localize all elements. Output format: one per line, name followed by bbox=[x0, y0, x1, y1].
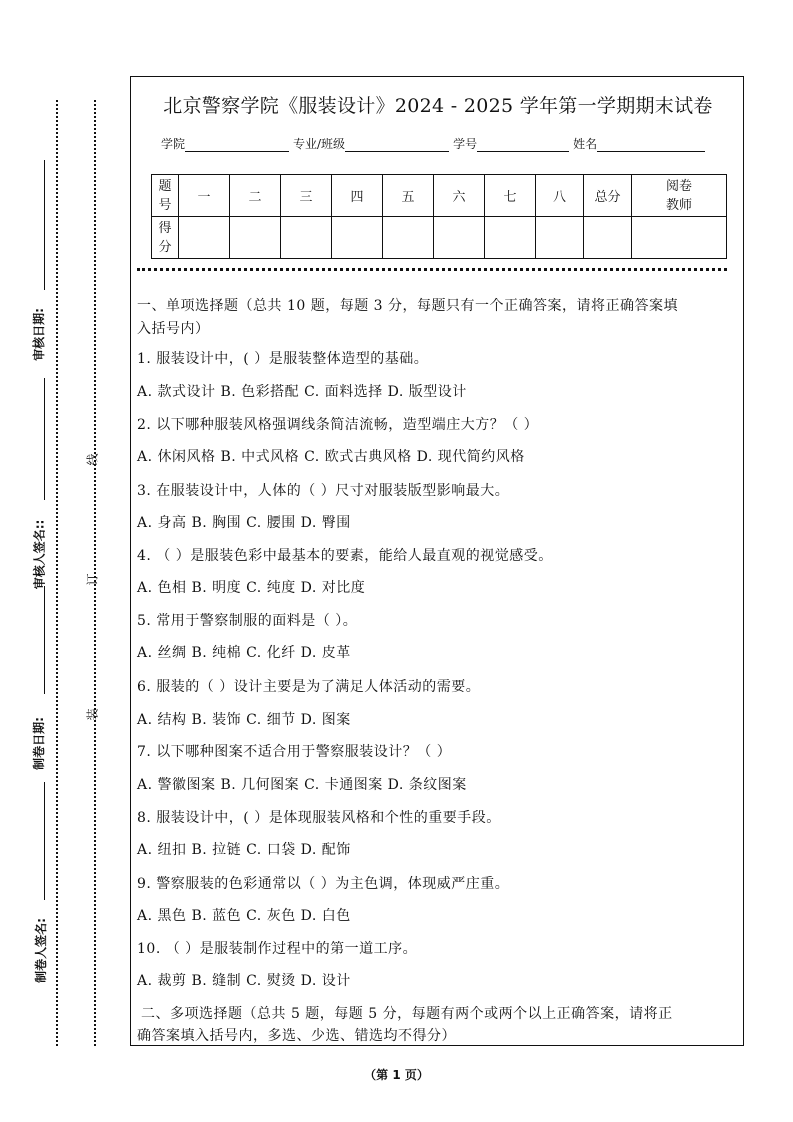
score-cell[interactable] bbox=[485, 217, 536, 259]
score-cell[interactable] bbox=[332, 217, 383, 259]
major-class-blank[interactable] bbox=[345, 139, 449, 152]
score-table-header-reviewer: 阅卷 教师 bbox=[632, 175, 727, 217]
score-table-header: 一 bbox=[179, 175, 230, 217]
question-8-options: A. 纽扣 B. 拉链 C. 口袋 D. 配饰 bbox=[137, 842, 351, 858]
review-date-label: 审核日期: bbox=[31, 308, 46, 361]
student-id-label: 学号 bbox=[453, 137, 478, 151]
score-table-header: 四 bbox=[332, 175, 383, 217]
question-4-options: A. 色相 B. 明度 C. 纯度 D. 对比度 bbox=[137, 580, 366, 596]
question-9-options: A. 黑色 B. 蓝色 C. 灰色 D. 白色 bbox=[137, 908, 351, 924]
question-1: 1. 服装设计中，( ）是服装整体造型的基础。 bbox=[137, 351, 429, 367]
score-table-header: 三 bbox=[281, 175, 332, 217]
exam-paper bbox=[130, 76, 744, 1046]
name-blank[interactable] bbox=[597, 139, 705, 152]
question-4: 4. （ ）是服装色彩中最基本的要素，能给人最直观的视觉感受。 bbox=[137, 548, 553, 564]
section2-header-line1: 二、多项选择题（总共 5 题，每题 5 分，每题有两个或两个以上正确答案，请将正 bbox=[141, 1006, 673, 1022]
reviewer-signature-line bbox=[44, 378, 45, 500]
question-3-options: A. 身高 B. 胸围 C. 腰围 D. 臀围 bbox=[137, 515, 351, 531]
score-cell[interactable] bbox=[383, 217, 434, 259]
question-2-options: A. 休闲风格 B. 中式风格 C. 欧式古典风格 D. 现代简约风格 bbox=[137, 449, 525, 465]
question-9: 9. 警察服装的色彩通常以（ ）为主色调，体现威严庄重。 bbox=[137, 876, 510, 892]
question-6-options: A. 结构 B. 装饰 C. 细节 D. 图案 bbox=[137, 712, 351, 728]
outer-dotted-line bbox=[56, 100, 58, 1046]
section1-header-line2: 入括号内） bbox=[137, 321, 210, 337]
score-table-header: 七 bbox=[485, 175, 536, 217]
score-cell[interactable] bbox=[536, 217, 584, 259]
score-table-header-total: 总分 bbox=[584, 175, 632, 217]
question-7: 7. 以下哪种图案不适合用于警察服装设计？（ ） bbox=[137, 744, 452, 760]
score-table-header: 六 bbox=[434, 175, 485, 217]
section1-header-line1: 一、单项选择题（总共 10 题，每题 3 分，每题只有一个正确答案，请将正确答案填 bbox=[137, 298, 679, 314]
question-6: 6. 服装的（ ）设计主要是为了满足人体活动的需要。 bbox=[137, 679, 481, 695]
score-table-header: 八 bbox=[536, 175, 584, 217]
cut-mark-fold: 装 bbox=[85, 708, 100, 721]
college-blank[interactable] bbox=[185, 139, 289, 152]
score-table-header: 二 bbox=[230, 175, 281, 217]
score-cell[interactable] bbox=[230, 217, 281, 259]
reviewer-signature-label: 审核人签名:: bbox=[32, 519, 47, 590]
exam-title: 北京警察学院《服装设计》2024 - 2025 学年第一学期期末试卷 bbox=[163, 95, 713, 117]
section2-header-line2: 确答案填入括号内，多选、少选、错选均不得分） bbox=[137, 1028, 456, 1044]
cut-mark-line: 线 bbox=[85, 453, 100, 466]
cut-mark-bind: 订 bbox=[85, 573, 100, 586]
score-table-row1-label: 题 号 bbox=[152, 175, 179, 217]
question-7-options: A. 警徽图案 B. 几何图案 C. 卡通图案 D. 条纹图案 bbox=[137, 777, 467, 793]
score-cell[interactable] bbox=[179, 217, 230, 259]
major-class-label: 专业/班级 bbox=[293, 137, 346, 151]
name-label: 姓名 bbox=[573, 137, 598, 151]
question-2: 2. 以下哪种服装风格强调线条简洁流畅，造型端庄大方？（ ） bbox=[137, 417, 539, 433]
score-table-header: 五 bbox=[383, 175, 434, 217]
section-separator bbox=[137, 268, 727, 271]
question-5-options: A. 丝绸 B. 纯棉 C. 化纤 D. 皮革 bbox=[137, 645, 351, 661]
question-5: 5. 常用于警察制服的面料是（ ）。 bbox=[137, 613, 358, 629]
college-label: 学院 bbox=[161, 137, 186, 151]
score-cell-total[interactable] bbox=[584, 217, 632, 259]
question-10-options: A. 裁剪 B. 缝制 C. 熨烫 D. 设计 bbox=[137, 973, 351, 989]
score-cell[interactable] bbox=[281, 217, 332, 259]
student-info-row bbox=[161, 135, 709, 152]
student-id-blank[interactable] bbox=[477, 139, 569, 152]
question-1-options: A. 款式设计 B. 色彩搭配 C. 面料选择 D. 版型设计 bbox=[137, 384, 467, 400]
question-10: 10. （ ）是服装制作过程中的第一道工序。 bbox=[137, 941, 418, 957]
question-8: 8. 服装设计中，( ）是体现服装风格和个性的重要手段。 bbox=[137, 810, 501, 826]
page-number: （第 1 页） bbox=[364, 1068, 429, 1082]
make-date-label: 制卷日期: bbox=[31, 717, 46, 770]
review-date-line bbox=[44, 160, 45, 290]
make-date-line bbox=[44, 586, 45, 694]
score-cell-reviewer[interactable] bbox=[632, 217, 727, 259]
question-3: 3. 在服装设计中，人体的（ ）尺寸对服装版型影响最大。 bbox=[137, 483, 510, 499]
score-table bbox=[151, 174, 727, 259]
maker-signature-line bbox=[44, 782, 45, 900]
maker-signature-label: 制卷人签名: bbox=[33, 918, 48, 983]
score-table-row2-label: 得 分 bbox=[152, 217, 179, 259]
score-cell[interactable] bbox=[434, 217, 485, 259]
